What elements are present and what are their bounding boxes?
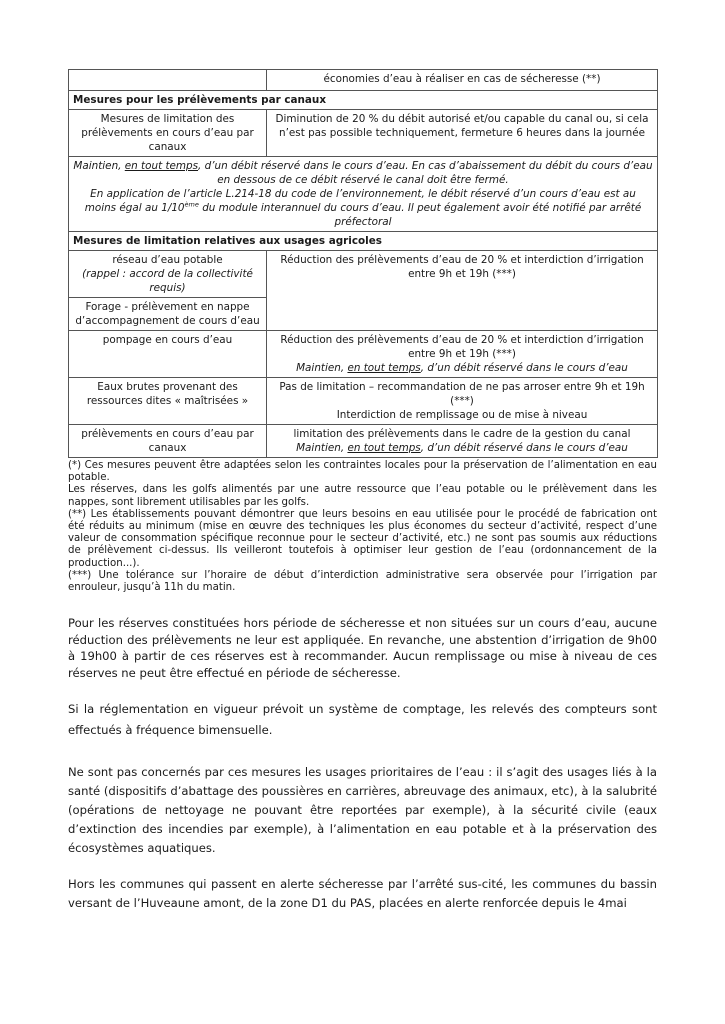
table-cell [267,331,658,378]
document-page [68,69,657,913]
table-cell: Mesures de limitation des prélèvements en cours d’eau par canaux [69,110,267,157]
cell-note [271,361,653,375]
cell-note [271,441,653,455]
table-cell: pompage en cours d’eau [69,331,267,378]
paragraph: Si la réglementation en vigueur prévoit un système de comptage, les relevés des compteurs sont effectués à fréquence bimensuelle. [68,702,657,738]
section-header-row [69,91,658,110]
table-cell [267,425,658,458]
table-row [69,157,658,232]
paragraph: Hors les communes qui passent en alerte sécheresse par l’arrêté sus-cité, les communes du bassin versant de l’Huveaune amont, de la zone D1 du PAS, placées en alerte renforcée depuis le 4mai [68,877,657,911]
text-span: en tout temps [124,160,199,172]
text-span: du module interannuel du cours d’eau. Il peut également avoir été notifié par arrêté préfectoral [198,202,642,228]
table-row [69,70,658,91]
footnote: (***) Une tolérance sur l’horaire de début d’interdiction administrative sera observée pour l’irrigation par enrouleur, jusqu’à 11h du matin. [68,569,657,594]
measures-table [68,69,658,458]
table-cell [69,251,267,298]
footnotes [68,460,657,594]
text-span: en tout temps [347,442,421,454]
table-cell: Forage - prélèvement en nappe d’accompagnement de cours d’eau [69,298,267,331]
table-row [69,425,658,458]
cell-text: Réduction des prélèvements d’eau de 20 % et interdiction d’irrigation entre 9h et 19h (***) [280,334,644,360]
footnote: (*) Ces mesures peuvent être adaptées selon les contraintes locales pour la préservation de l’alimentation en eau potable. [68,460,657,484]
footnote: (**) Les établissements pouvant démontrer que leurs besoins en eau utilisée pour le procédé de fabrication ont été réduits au minimum (mise en œuvre des techniques les plus économes du secteur d’activité, respect d’une valeur de consommation spécifique reconnue pour le secteur d’activité, etc.) ne sont pas soumis aux réductions de prélèvement ci-dessus. Ils veilleront toutefois à optimiser leur gestion de l’eau (ordonnancement de la production...). [68,508,657,569]
text-span: , d’un débit réservé dans le cours d’eau. En cas d’abaissement du débit du cours d’eau en dessous de ce débit réservé le canal doit être fermé. [198,160,653,186]
cell-text: limitation des prélèvements dans le cadre de la gestion du canal [293,428,631,440]
superscript: ème [184,200,199,209]
table-row [69,251,658,298]
table-cell: prélèvements en cours d’eau par canaux [69,425,267,458]
table-row [69,331,658,378]
table-cell: Réduction des prélèvements d’eau de 20 % et interdiction d’irrigation entre 9h et 19h (***) [267,251,658,331]
debit-reserve-note [69,157,658,232]
footnote: Les réserves, dans les golfs alimentés par une autre ressource que l’eau potable ou le prélèvement dans les nappes, sont librement utilisables par les golfs. [68,484,657,508]
cell-label: réseau d’eau potable [112,254,223,266]
section-title-agri: Mesures de limitation relatives aux usages agricoles [69,232,658,251]
table-cell: Diminution de 20 % du débit autorisé et/ou capable du canal ou, si cela n’est pas possible techniquement, fermeture 6 heures dans la journée [267,110,658,157]
body-text [68,615,657,913]
text-span: Maintien, [73,160,125,172]
text-span: Maintien, [296,442,348,454]
section-header-row [69,232,658,251]
text-span: , d’un débit réservé dans le cours d’eau [420,362,628,374]
cell-text: Pas de limitation – recommandation de ne pas arroser entre 9h et 19h (***) [279,381,645,407]
text-span: Maintien, [296,362,348,374]
table-cell: Eaux brutes provenant des ressources dites « maîtrisées » [69,378,267,425]
paragraph: Ne sont pas concernés par ces mesures les usages prioritaires de l’eau : il s’agit des usages liés à la santé (dispositifs d’abattage des poussières en carrières, abreuvage des animaux, etc), à la salubrité (opérations de nettoyage ne pouvant être reportées par exemple), à la sécurité civile (eaux d’extinction des incendies par exemple), à l’alimentation en eau potable et à la préservation des écosystèmes aquatiques. [68,765,657,856]
cell-note: (rappel : accord de la collectivité requis) [82,268,253,294]
paragraph: Pour les réserves constituées hors période de sécheresse et non situées sur un cours d’eau, aucune réduction des prélèvements ne leur est appliquée. En revanche, une abstention d’irrigation de 9h00 à 19h00 à partir de ces réserves est à recommander. Aucun remplissage ou mise à niveau de ces réserves ne peut être effectué en période de sécheresse. [68,616,657,680]
text-span: En application de l’article L.214-18 du code de l’environnement, le débit réservé d’un cours d’eau est au moins égal au 1/10 [84,188,636,214]
cell-text: Interdiction de remplissage ou de mise à niveau [336,409,588,421]
table-row [69,378,658,425]
text-span: en tout temps [347,362,421,374]
table-cell: économies d’eau à réaliser en cas de sécheresse (**) [267,70,658,91]
table-cell [267,378,658,425]
text-span: , d’un débit réservé dans le cours d’eau [420,442,628,454]
table-row [69,110,658,157]
section-title-canaux: Mesures pour les prélèvements par canaux [69,91,658,110]
table-cell-empty [69,70,267,91]
